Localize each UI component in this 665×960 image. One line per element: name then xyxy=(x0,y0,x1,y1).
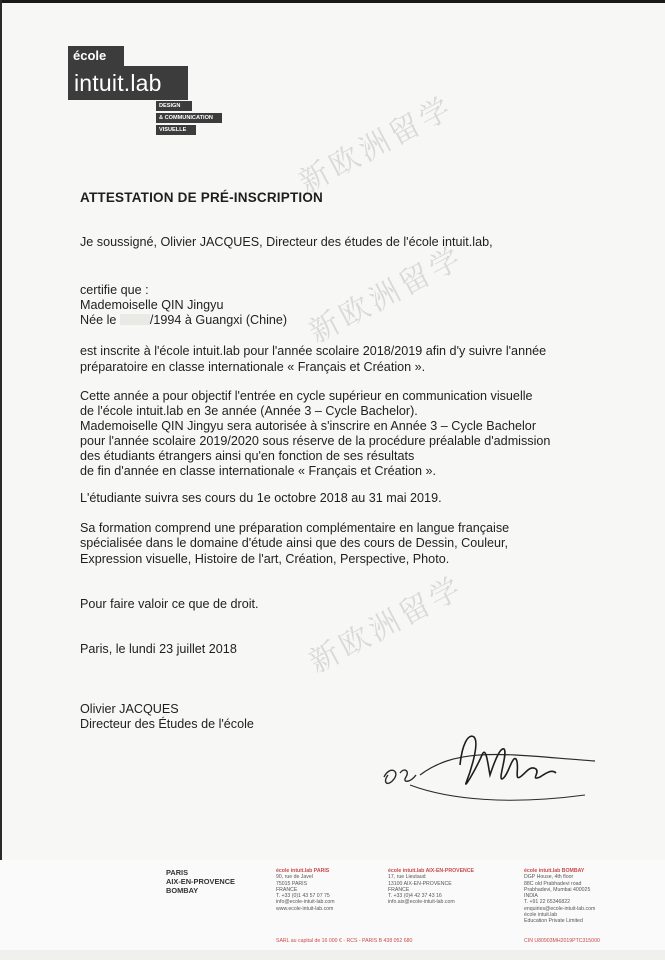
footer-cities xyxy=(166,868,235,895)
address-line: 88C old Prabhadevi road xyxy=(524,880,582,887)
address-line: 75015 PARIS xyxy=(276,880,308,887)
scan-border-left xyxy=(0,0,2,960)
footer-sarl: SARL au capital de 16 000 € - RCS - PARIS B 438 052 680 xyxy=(276,938,413,944)
address-line: enquiries@ecole-intuit-lab.com xyxy=(524,905,596,912)
signatory-name: Olivier JACQUES xyxy=(80,702,179,716)
date-line: Paris, le lundi 23 juillet 2018 xyxy=(80,642,237,656)
scan-border-top xyxy=(0,0,665,3)
intro-line: Je soussigné, Olivier JACQUES, Directeur des études de l'école intuit.lab, xyxy=(80,235,493,249)
para1-line: est inscrite à l'école intuit.lab pour l'année scolaire 2018/2019 afin d'y suivre l'année xyxy=(80,344,547,358)
para2-line: pour l'année scolaire 2019/2020 sous réserve de la procédure préalable d'admission xyxy=(80,434,551,448)
address-line: Prabhadevi, Mumbai 400025 xyxy=(524,886,591,893)
footer-bombay-address xyxy=(524,868,634,925)
city-paris: PARIS xyxy=(166,868,189,877)
address-heading: école intuit.lab AIX-EN-PROVENCE xyxy=(388,868,474,874)
address-line: 90, rue de Javel xyxy=(276,874,313,881)
address-line: école intuit.lab xyxy=(524,912,558,919)
logo-sub-visuelle: VISUELLE xyxy=(156,125,196,135)
address-line: T. +33 (0)4 42 37 43 16 xyxy=(388,893,442,900)
watermark: 新欧洲留学 xyxy=(303,239,470,351)
para1-line: préparatoire en classe internationale « Français et Création ». xyxy=(80,360,426,374)
city-bombay: BOMBAY xyxy=(166,886,199,895)
para4-line: spécialisée dans le domaine d'étude ainsi que des cours de Dessin, Couleur, xyxy=(80,536,509,550)
address-line: T. +91 22 65346822 xyxy=(524,899,571,906)
para2-line: de l'école intuit.lab en 3e année (Année 3 – Cycle Bachelor). xyxy=(80,404,418,418)
handwritten-signature xyxy=(370,725,600,815)
address-line: www.ecole-intuit-lab.com xyxy=(276,905,334,912)
address-line: INDIA xyxy=(524,893,538,900)
address-heading: école intuit.lab BOMBAY xyxy=(524,868,585,874)
birth-prefix: Née le xyxy=(80,313,117,327)
address-line: 17, rue Lieutaud xyxy=(388,874,426,881)
footer-paris-address xyxy=(276,868,386,912)
footer-bottom-strip xyxy=(0,950,665,960)
address-line: 13100 AIX-EN-PROVENCE xyxy=(388,880,452,887)
address-heading: école intuit.lab PARIS xyxy=(276,868,330,874)
para2-line: de fin d'année en classe internationale « Français et Création ». xyxy=(80,464,436,478)
certifie-line: certifie que : xyxy=(80,283,149,297)
city-aix: AIX-EN-PROVENCE xyxy=(166,877,235,886)
logo-name: intuit.lab xyxy=(68,66,188,100)
closing-line: Pour faire valoir ce que de droit. xyxy=(80,597,259,611)
course-dates-line: L'étudiante suivra ses cours du 1e octobre 2018 au 31 mai 2019. xyxy=(80,491,442,505)
para2-line: Mademoiselle QIN Jingyu sera autorisée à s'inscrire en Année 3 – Cycle Bachelor xyxy=(80,419,537,433)
watermark: 新欧洲留学 xyxy=(293,89,460,201)
address-line: info@ecole-intuit-lab.com xyxy=(276,899,335,906)
signatory-title: Directeur des Études de l'école xyxy=(80,717,254,731)
address-line: T. +33 (0)1 43 57 07 75 xyxy=(276,893,330,900)
para4-line: Sa formation comprend une préparation complémentaire en langue française xyxy=(80,521,510,535)
address-line: DGP House, 4th floor xyxy=(524,874,574,881)
document-title: ATTESTATION DE PRÉ-INSCRIPTION xyxy=(80,190,324,205)
redacted-birthdate xyxy=(120,314,150,325)
logo-sub-communication: & COMMUNICATION xyxy=(156,113,222,123)
address-line: FRANCE xyxy=(388,886,410,893)
footer-aix-address xyxy=(388,868,498,906)
footer-cin: CIN U80903MH2019PTC315000 xyxy=(524,938,600,944)
para2-line: Cette année a pour objectif l'entrée en cycle supérieur en communication visuelle xyxy=(80,389,533,403)
address-line: info.aix@ecole-intuit-lab.com xyxy=(388,899,455,906)
para4-line: Expression visuelle, Histoire de l'art, Création, Perspective, Photo. xyxy=(80,552,450,566)
address-line: Education Private Limited xyxy=(524,918,583,925)
para2-line: des étudiants étrangers ainsi qu'en fonction de ses résultats xyxy=(80,449,415,463)
address-line: FRANCE xyxy=(276,886,298,893)
student-line: Mademoiselle QIN Jingyu xyxy=(80,298,224,312)
logo-sub-design: DESIGN xyxy=(156,101,192,111)
birth-suffix: /1994 à Guangxi (Chine) xyxy=(149,313,288,327)
logo-ecole: école xyxy=(68,46,124,66)
birth-line xyxy=(80,312,287,329)
watermark: 新欧洲留学 xyxy=(303,569,470,681)
